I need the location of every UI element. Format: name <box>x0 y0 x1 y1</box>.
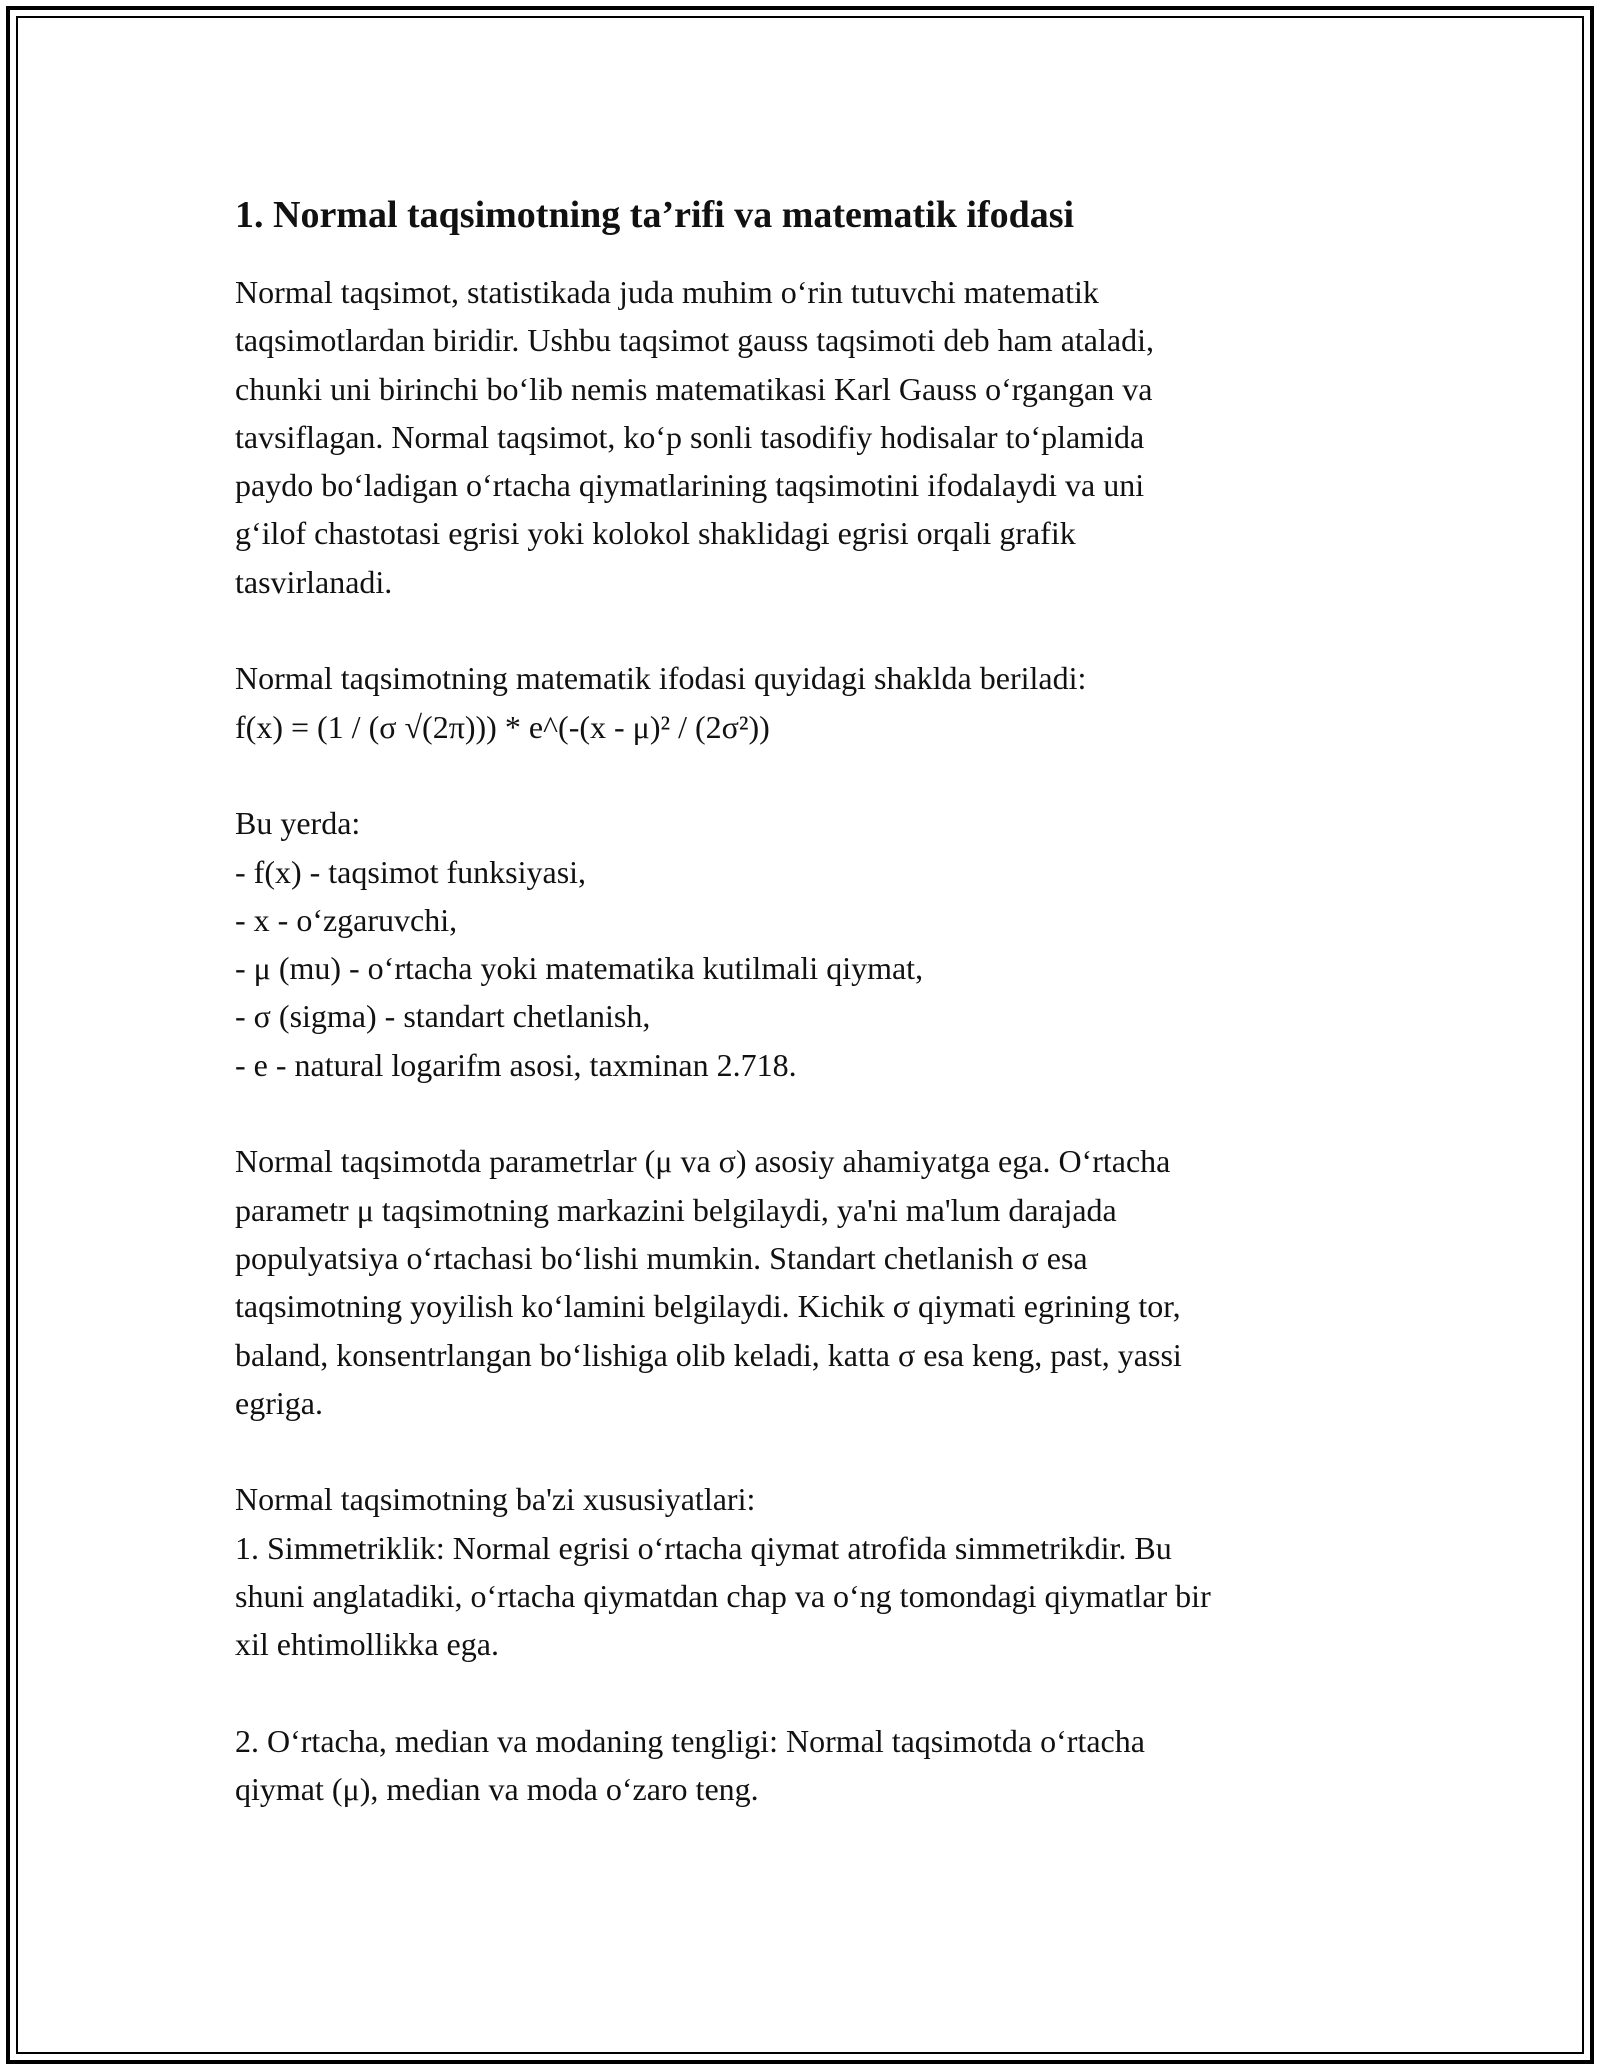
text-line: Normal taqsimot, statistikada juda muhim o‘rin tutuvchi matematik <box>235 274 1099 310</box>
text-line: populyatsiya o‘rtachasi bo‘lishi mumkin. Standart chetlanish σ esa <box>235 1239 1088 1276</box>
definition-item: - e - natural logarifm asosi, taxminan 2.718. <box>235 1046 797 1083</box>
text-line: baland, konsentrlangan bo‘lishiga olib keladi, katta σ esa keng, past, yassi <box>235 1336 1182 1373</box>
text-line: paydo bo‘ladigan o‘rtacha qiymatlarining taqsimotini ifodalaydi va uni <box>235 467 1145 504</box>
formula-paragraph <box>235 654 1375 751</box>
properties-paragraph <box>235 1475 1375 1668</box>
paragraph-gap <box>235 1427 1375 1475</box>
properties-label: Normal taqsimotning ba'zi xususiyatlari: <box>235 1481 756 1518</box>
definitions-paragraph <box>235 799 1375 1089</box>
text-line: taqsimotlardan biridir. Ushbu taqsimot gauss taqsimoti deb ham ataladi, <box>235 322 1154 359</box>
where-label: Bu yerda: <box>235 805 361 842</box>
text-line: g‘ilof chastotasi egrisi yoki kolokol shaklidagi egrisi orqali grafik <box>235 515 1076 552</box>
parameters-paragraph <box>235 1137 1375 1427</box>
definition-item: - f(x) - taqsimot funksiyasi, <box>235 853 587 890</box>
definition-item: - μ (mu) - o‘rtacha yoki matematika kutilmali qiymat, <box>235 950 924 987</box>
text-line: tasvirlanadi. <box>235 563 393 600</box>
text-line: tavsiflagan. Normal taqsimot, ko‘p sonli tasodifiy hodisalar to‘plamida <box>235 418 1145 455</box>
paragraph-gap <box>235 1089 1375 1137</box>
document-body <box>235 190 1375 1814</box>
formula-intro: Normal taqsimotning matematik ifodasi quyidagi shaklda beriladi: <box>235 660 1087 697</box>
paragraph-gap <box>235 1669 1375 1717</box>
text-line: 1. Simmetriklik: Normal egrisi o‘rtacha qiymat atrofida simmetrikdir. Bu <box>235 1529 1172 1566</box>
property-two-paragraph <box>235 1717 1375 1814</box>
paragraph-gap <box>235 751 1375 799</box>
text-line: egriga. <box>235 1384 323 1421</box>
text-line: qiymat (μ), median va moda o‘zaro teng. <box>235 1771 759 1808</box>
text-line: Normal taqsimotda parametrlar (μ va σ) asosiy ahamiyatga ega. O‘rtacha <box>235 1143 1171 1180</box>
text-line: chunki uni birinchi bo‘lib nemis matematikasi Karl Gauss o‘rgangan va <box>235 370 1153 407</box>
text-line: taqsimotning yoyilish ko‘lamini belgilaydi. Kichik σ qiymati egrining tor, <box>235 1288 1181 1325</box>
intro-paragraph <box>235 268 1375 606</box>
formula: f(x) = (1 / (σ √(2π))) * e^(-(x - μ)² / (2σ²)) <box>235 708 770 745</box>
paragraph-gap <box>235 606 1375 654</box>
text-line: 2. O‘rtacha, median va modaning tengligi: Normal taqsimotda o‘rtacha <box>235 1722 1145 1759</box>
section-heading: 1. Normal taqsimotning ta’rifi va matematik ifodasi <box>235 194 1075 236</box>
definition-item: - σ (sigma) - standart chetlanish, <box>235 998 651 1035</box>
text-line: parametr μ taqsimotning markazini belgilaydi, ya'ni ma'lum darajada <box>235 1191 1117 1228</box>
text-line: xil ehtimollikka ega. <box>235 1626 499 1663</box>
text-line: shuni anglatadiki, o‘rtacha qiymatdan chap va o‘ng tomondagi qiymatlar bir <box>235 1578 1211 1615</box>
definition-item: - x - o‘zgaruvchi, <box>235 901 458 938</box>
